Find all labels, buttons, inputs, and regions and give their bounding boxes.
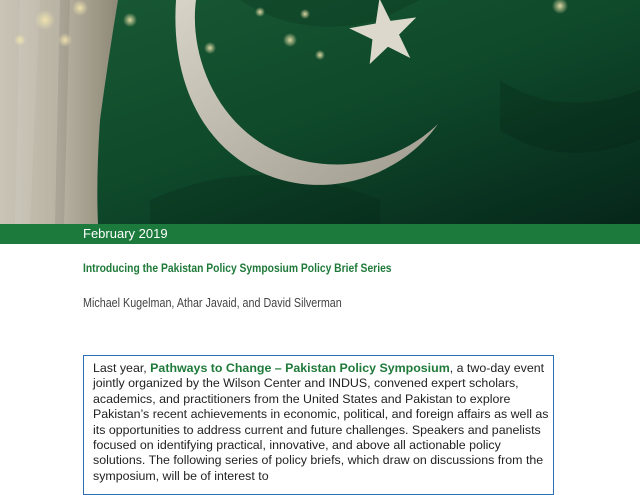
summary-paragraph <box>93 361 549 484</box>
pakistan-flag-icon <box>0 0 640 224</box>
symposium-name: Pathways to Change – Pakistan Policy Symposium <box>150 361 450 375</box>
summary-lead: Last year, <box>93 361 151 375</box>
page-title: Introducing the Pakistan Policy Symposium Policy Brief Series <box>83 261 392 275</box>
author-byline: Michael Kugelman, Athar Javaid, and David Silverman <box>83 296 342 310</box>
hero-flag-image <box>0 0 640 224</box>
publication-date: February 2019 <box>83 226 168 241</box>
summary-body: , a two-day event jointly organized by the Wilson Center and INDUS, convened expert scholars, academics, and practitioners from the United States and Pakistan to explore Pakistan’s recent achievements in economic, political, and foreign affairs as well as its opportunities to address current and future challenges. Speakers and panelists focused on identifying practical, innovative, and above all actionable policy solutions. The following series of policy briefs, which draw on discussions from the symposium, will be of interest to <box>93 361 549 483</box>
